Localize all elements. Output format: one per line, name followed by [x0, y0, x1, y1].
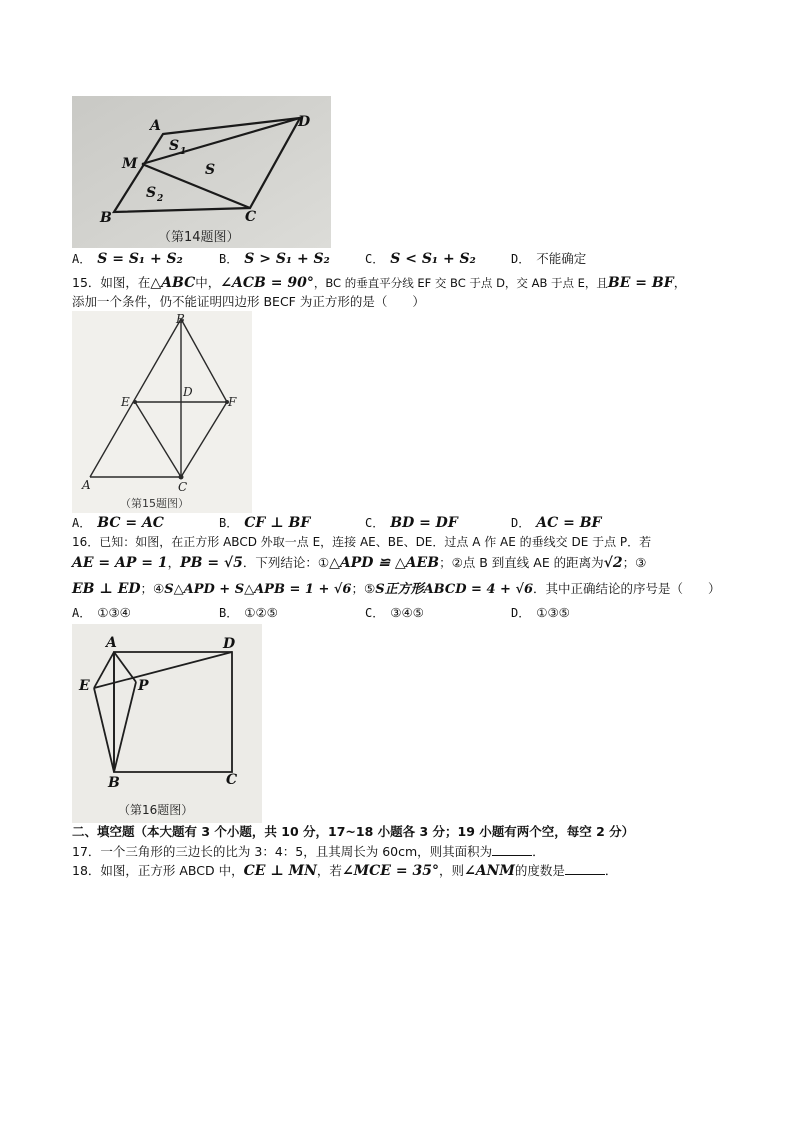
q15-math-triangle: △ABC — [150, 275, 196, 291]
q16-option-a-text: ①③④ — [97, 605, 131, 620]
q17-answer-blank[interactable] — [492, 843, 532, 856]
q16-option-b-label: B． — [219, 606, 239, 620]
q16-math-eb-ed: EB ⊥ ED — [72, 581, 141, 597]
q15-text-a: 15．如图，在 — [72, 275, 151, 290]
q16-option-a-label: A． — [72, 606, 92, 620]
fig14-label-M: M — [122, 156, 138, 172]
q17-end: ． — [532, 844, 545, 859]
q15-option-c-text: BD = DF — [390, 515, 458, 531]
q18-math-ce-mn: CE ⊥ MN — [243, 863, 317, 879]
q14-option-b[interactable] — [219, 250, 330, 268]
fig14-label-A: A — [150, 118, 161, 134]
figure-14 — [72, 96, 331, 248]
fig14-label-S1-sub: 1 — [180, 147, 187, 157]
fig15-label-F: F — [228, 395, 237, 409]
q18-math-angle-mce: ∠MCE = 35° — [341, 863, 439, 879]
q18-math-angle-anm: ∠ANM — [463, 863, 515, 879]
q14-option-a[interactable] — [72, 250, 183, 268]
q14-option-a-label: A． — [72, 252, 92, 266]
q14-option-c[interactable] — [365, 250, 476, 268]
q14-option-d-label: D． — [511, 252, 531, 266]
fig16-label-E: E — [79, 678, 90, 694]
q14-option-c-text: S < S₁ + S₂ — [390, 251, 476, 267]
fig16-label-C: C — [226, 772, 238, 788]
q15-option-d-text: AC = BF — [536, 515, 602, 531]
q15-option-d-label: D． — [511, 516, 531, 530]
q18-text-d: 的度数是 — [514, 863, 565, 878]
fig15-label-D: D — [183, 385, 193, 399]
q14-option-d-text: 不能确定 — [536, 251, 587, 266]
fig14-label-C: C — [245, 209, 257, 225]
fig14-label-S: S — [205, 162, 216, 178]
q15-option-b-label: B． — [219, 516, 239, 530]
q15-option-a-label: A． — [72, 516, 92, 530]
q16-option-c[interactable] — [365, 604, 424, 622]
q17-text: 17．一个三角形的三边长的比为 3：4：5，且其周长为 60cm，则其面积为 — [72, 844, 493, 859]
q16-math-area-sum: S△APD + S△APB = 1 + √6 — [164, 582, 352, 597]
figure-16 — [72, 624, 262, 823]
q16-math-congruent: △APD ≌ △AEB — [329, 555, 440, 571]
q18-answer-blank[interactable] — [565, 862, 605, 875]
q18-text-c: ，则 — [438, 863, 464, 878]
q15-option-a-text: BC = AC — [97, 515, 164, 531]
q18-line — [72, 862, 617, 880]
q16-text-2b: ．下列结论：① — [242, 555, 330, 570]
q15-option-b-text: CF ⊥ BF — [244, 515, 311, 531]
fig15-label-A: A — [82, 478, 91, 492]
figure-14-drawing — [72, 96, 331, 248]
q14-option-a-text: S = S₁ + S₂ — [97, 251, 183, 267]
q14-option-b-text: S > S₁ + S₂ — [244, 251, 330, 267]
q16-option-d[interactable] — [511, 604, 570, 622]
section-2-title: 二、填空题（本大题有 3 个小题，共 10 分，17~18 小题各 3 分；19 小题有两个空，每空 2 分） — [72, 824, 635, 839]
q16-text-2d: ；③ — [622, 555, 647, 570]
fig15-label-C: C — [178, 480, 188, 494]
q15-line-2: 添加一个条件，仍不能证明四边形 BECF 为正方形的是（ ） — [72, 294, 425, 309]
q14-option-d[interactable] — [511, 250, 586, 268]
q16-math-pb: PB = √5 — [180, 555, 243, 571]
q16-math-square-area: S正方形ABCD = 4 + √6 — [375, 582, 534, 597]
fig16-label-B: B — [108, 775, 120, 791]
q18-end: ． — [604, 863, 618, 878]
q15-option-a[interactable] — [72, 514, 164, 532]
figure-16-drawing — [72, 624, 262, 823]
figure-15-drawing — [72, 311, 252, 513]
q16-text-3c: ．其中正确结论的序号是（ ） — [533, 581, 721, 596]
q16-option-b-text: ①②⑤ — [244, 605, 278, 620]
q16-text-2a: ， — [167, 555, 181, 570]
q16-line-1: 16．已知：如图，在正方形 ABCD 外取一点 E，连接 AE、BE、DE．过点 A 作 AE 的垂线交 DE 于点 P．若 — [72, 535, 652, 549]
q16-math-ae-ap: AE = AP = 1 — [72, 555, 168, 571]
fig14-label-B: B — [100, 210, 112, 226]
q15-option-c-label: C． — [365, 516, 385, 530]
q15-line-1 — [72, 274, 686, 292]
q16-text-3b: ；⑤ — [351, 581, 376, 596]
fig14-label-D: D — [298, 114, 311, 130]
q16-math-root2: √2 — [603, 555, 623, 571]
q14-option-b-label: B． — [219, 252, 239, 266]
q15-math-be-bf: BE = BF — [607, 275, 674, 291]
fig16-label-A: A — [106, 635, 117, 651]
q17-line — [72, 843, 545, 861]
q16-text-2c: ；②点 B 到直线 AE 的距离为 — [439, 555, 604, 570]
q16-text-3a: ；④ — [140, 581, 165, 596]
q15-option-d[interactable] — [511, 514, 602, 532]
fig16-label-P: P — [138, 678, 149, 694]
fig16-caption: （第16题图） — [118, 803, 194, 817]
fig14-label-S2: S — [146, 185, 157, 201]
q16-option-d-text: ①③⑤ — [536, 605, 570, 620]
q16-option-d-label: D． — [511, 606, 531, 620]
q14-option-c-label: C． — [365, 252, 385, 266]
fig14-label-S1: S — [169, 138, 180, 154]
q15-math-angle: ∠ACB = 90° — [220, 275, 314, 291]
q16-option-c-text: ③④⑤ — [390, 605, 424, 620]
q16-line-3 — [72, 580, 721, 599]
fig15-caption: （第15题图） — [120, 497, 189, 510]
q15-text-d: ， — [673, 275, 687, 290]
q18-text-b: ，若 — [316, 863, 342, 878]
fig14-caption: （第14题图） — [158, 230, 240, 245]
q16-option-c-label: C． — [365, 606, 385, 620]
q16-option-b[interactable] — [219, 604, 278, 622]
q16-line-2 — [72, 554, 646, 572]
fig15-label-B: B — [176, 312, 185, 326]
q16-option-a[interactable] — [72, 604, 131, 622]
q15-option-b[interactable] — [219, 514, 310, 532]
q18-text-a: 18．如图，正方形 ABCD 中， — [72, 863, 244, 878]
fig16-label-D: D — [223, 636, 236, 652]
q15-text-c: ，BC 的垂直平分线 EF 交 BC 于点 D，交 AB 于点 E，且 — [313, 276, 608, 290]
fig15-label-E: E — [121, 395, 130, 409]
figure-15 — [72, 311, 252, 513]
q15-option-c[interactable] — [365, 514, 458, 532]
fig14-label-S2-sub: 2 — [157, 194, 164, 204]
q15-text-b: 中， — [195, 275, 221, 290]
